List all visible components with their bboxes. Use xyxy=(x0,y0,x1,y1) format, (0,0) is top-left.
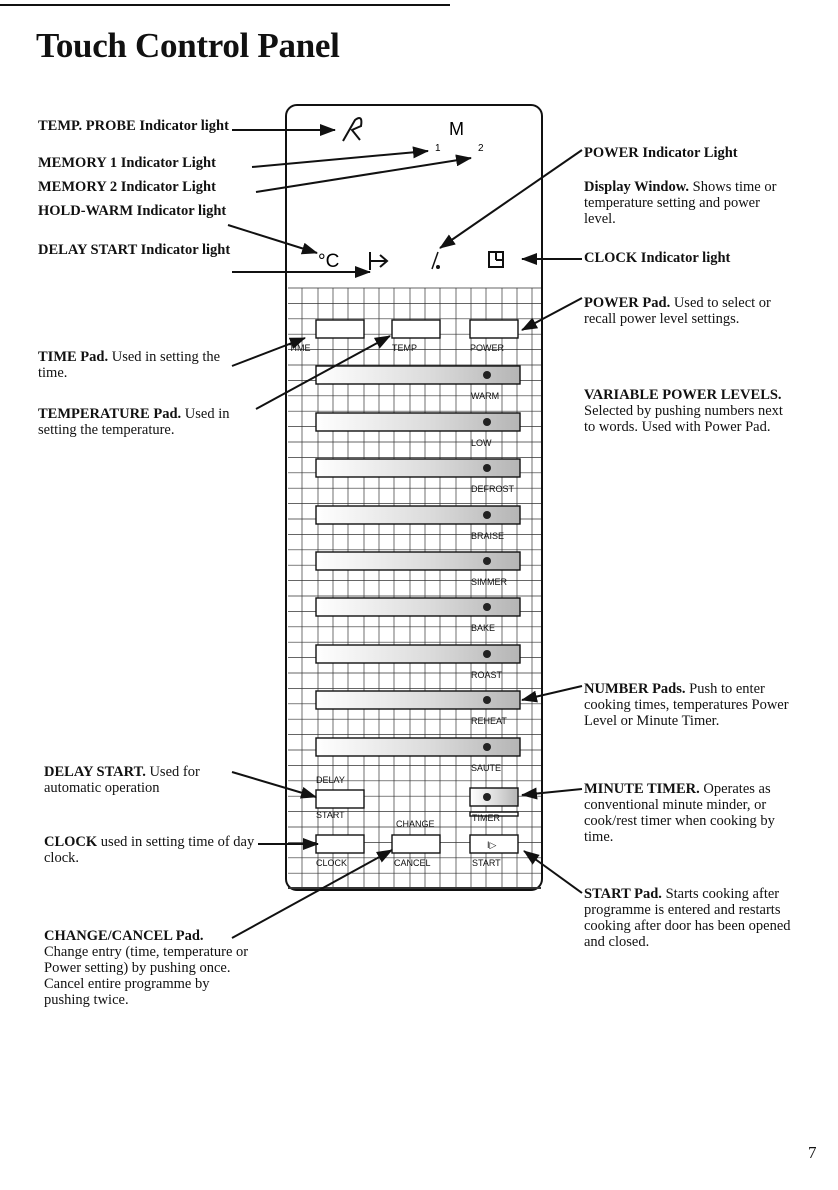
delay-start-label: START xyxy=(316,810,345,820)
change-cancel-pad[interactable] xyxy=(392,835,440,853)
level-dot-8 xyxy=(483,696,491,704)
time-pad-label: TIME xyxy=(289,343,311,353)
level-dot-7 xyxy=(483,650,491,658)
level-dot-5 xyxy=(483,557,491,565)
label-time-pad: TIME Pad. Used in setting the time. xyxy=(38,349,221,381)
temp-pad[interactable] xyxy=(392,320,440,338)
delay-label: DELAY xyxy=(316,775,345,785)
level-label-simmer: SIMMER xyxy=(471,577,507,587)
level-label-low: LOW xyxy=(471,438,492,448)
level-label-braise: BRAISE xyxy=(471,531,505,541)
label-minute-timer: MINUTE TIMER. Operates as conventional minute minder, or cook/rest timer when cooking by time. xyxy=(584,781,775,845)
level-dot-3 xyxy=(483,464,491,472)
m-label: M xyxy=(449,119,464,139)
timer-pad-label: TIMER xyxy=(472,813,500,823)
label-hold-warm: HOLD-WARM Indicator light xyxy=(38,203,227,219)
label-change-cancel: CHANGE/CANCEL Pad. Change entry (time, temperature or Power setting) by pushing once. Cancel entire programme by pushing twice. xyxy=(44,928,249,1008)
clock-pad[interactable] xyxy=(316,835,364,853)
label-variable-power: VARIABLE POWER LEVELS. Selected by pushing numbers next to words. Used with Power Pad. xyxy=(584,387,783,435)
level-label-saute: SAUTE xyxy=(471,763,502,773)
level-dot-9 xyxy=(483,743,491,751)
start-pad-label: START xyxy=(472,858,501,868)
level-dot-6 xyxy=(483,603,491,611)
label-delay-start: DELAY START. Used for automatic operation xyxy=(44,764,200,796)
label-delay-start-indicator: DELAY START Indicator light xyxy=(38,242,231,258)
temp-pad-label: TEMP xyxy=(392,343,418,353)
level-label-roast: ROAST xyxy=(471,670,503,680)
change-pad-label: CHANGE xyxy=(396,819,435,829)
level-label-bake: BAKE xyxy=(471,623,496,633)
clock-pad-label: CLOCK xyxy=(316,858,348,868)
power-slash-icon xyxy=(432,252,440,269)
power-pad[interactable] xyxy=(470,320,518,338)
label-clock: CLOCK used in setting time of day clock. xyxy=(44,834,255,866)
page-title: Touch Control Panel xyxy=(36,26,340,65)
start-symbol: I▷ xyxy=(487,840,497,850)
page-number: 7 xyxy=(808,1143,817,1162)
label-temp-probe: TEMP. PROBE Indicator light xyxy=(38,118,229,134)
label-start-pad: START Pad. Starts cooking after programme is entered and restarts cooking after door has been opened and closed. xyxy=(584,886,791,950)
label-memory2: MEMORY 2 Indicator Light xyxy=(38,179,216,195)
power-pad-label: POWER xyxy=(470,343,505,353)
level-label-reheat: REHEAT xyxy=(471,716,507,726)
arrow-bar-icon xyxy=(370,252,387,270)
delay-start-pad[interactable] xyxy=(316,790,364,808)
level-label-warm: WARM xyxy=(471,391,500,401)
label-power-indicator: POWER Indicator Light xyxy=(584,145,738,161)
time-pad[interactable] xyxy=(316,320,364,338)
callout-arrows xyxy=(228,130,582,938)
number-pad-0[interactable] xyxy=(470,788,518,806)
celsius-label: °C xyxy=(318,251,340,272)
memory2-label: 2 xyxy=(478,143,484,154)
clock-box-icon xyxy=(489,252,503,267)
label-clock-indicator: CLOCK Indicator light xyxy=(584,250,731,266)
memory1-label: 1 xyxy=(435,143,441,154)
probe-icon xyxy=(343,118,361,141)
label-memory1: MEMORY 1 Indicator Light xyxy=(38,155,216,171)
label-display-window: Display Window. Shows time or temperature setting and power level. xyxy=(584,179,777,227)
level-dot-2 xyxy=(483,418,491,426)
zero-dot xyxy=(483,793,491,801)
label-temperature-pad: TEMPERATURE Pad. Used in setting the temperature. xyxy=(38,406,230,438)
level-dot-4 xyxy=(483,511,491,519)
level-dot-1 xyxy=(483,371,491,379)
cancel-pad-label: CANCEL xyxy=(394,858,431,868)
level-label-defrost: DEFROST xyxy=(471,484,515,494)
label-number-pads: NUMBER Pads. Push to enter cooking times, temperatures Power Level or Minute Timer. xyxy=(584,681,789,729)
label-power-pad: POWER Pad. Used to select or recall power level settings. xyxy=(584,295,771,327)
